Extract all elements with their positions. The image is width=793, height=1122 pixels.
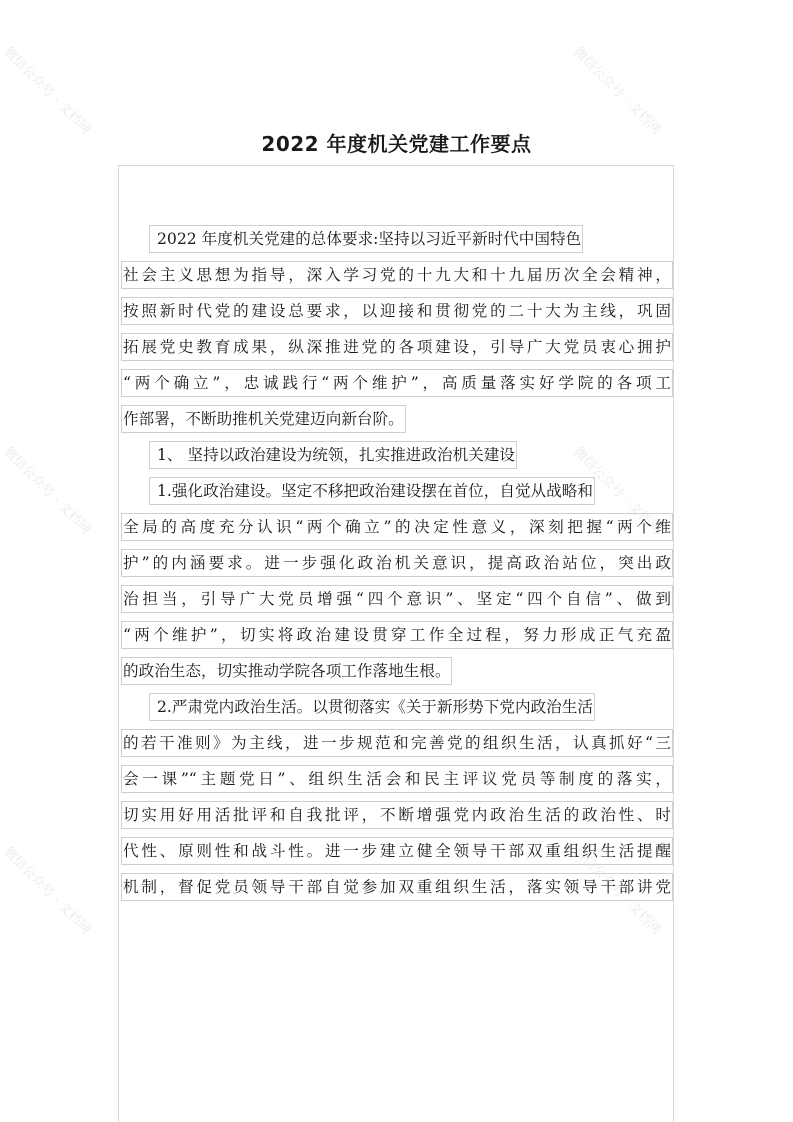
text-line bbox=[121, 513, 673, 541]
text-line bbox=[121, 729, 673, 757]
text-line bbox=[121, 621, 673, 649]
text-line-content: 会一课”“主题党日”、组织生活会和民主评议党员等制度的落实， bbox=[121, 765, 673, 793]
text-line bbox=[121, 369, 673, 397]
page-title: 2022 年度机关党建工作要点 bbox=[261, 132, 532, 156]
text-line-content: 代性、原则性和战斗性。进一步建立健全领导干部双重组织生活提醒 bbox=[121, 837, 673, 865]
text-line-content: 1、 坚持以政治建设为统领，扎实推进政治机关建设 bbox=[149, 441, 517, 469]
text-line-content: 1.强化政治建设。坚定不移把政治建设摆在首位，自觉从战略和 bbox=[149, 477, 595, 505]
text-line-content: “两个维护”，切实将政治建设贯穿工作全过程，努力形成正气充盈 bbox=[121, 621, 673, 649]
text-line-content: 2.严肃党内政治生活。以贯彻落实《关于新形势下党内政治生活 bbox=[149, 693, 595, 721]
text-line bbox=[121, 405, 673, 433]
document-body bbox=[121, 225, 673, 909]
text-line-content: 护”的内涵要求。进一步强化政治机关意识，提高政治站位，突出政 bbox=[121, 549, 673, 577]
watermark: 微信公众号 · 文档网 bbox=[570, 44, 664, 138]
watermark: 微信公众号 · 文档网 bbox=[570, 444, 664, 538]
text-line-content: 作部署，不断助推机关党建迈向新台阶。 bbox=[121, 405, 406, 433]
watermark: 微信公众号 · 文档网 bbox=[570, 844, 664, 938]
text-line-content: 全局的高度充分认识“两个确立”的决定性意义，深刻把握“两个维 bbox=[121, 513, 673, 541]
text-line bbox=[121, 693, 673, 721]
text-line bbox=[121, 801, 673, 829]
text-line-content: 切实用好用活批评和自我批评，不断增强党内政治生活的政治性、时 bbox=[121, 801, 673, 829]
text-line-content: 按照新时代党的建设总要求，以迎接和贯彻党的二十大为主线，巩固 bbox=[121, 297, 673, 325]
text-line-content: “两个确立”，忠诚践行“两个维护”，高质量落实好学院的各项工 bbox=[121, 369, 673, 397]
text-line bbox=[121, 333, 673, 361]
watermark: 微信公众号 · 文档网 bbox=[0, 44, 94, 138]
text-line-content: 社会主义思想为指导，深入学习党的十九大和十九届历次全会精神， bbox=[121, 261, 673, 289]
text-line-content: 的若干准则》为主线，进一步规范和完善党的组织生活，认真抓好“三 bbox=[121, 729, 673, 757]
text-line bbox=[121, 765, 673, 793]
text-line bbox=[121, 549, 673, 577]
text-line bbox=[121, 873, 673, 901]
text-line-content: 2022 年度机关党建的总体要求:坚持以习近平新时代中国特色 bbox=[149, 225, 583, 253]
watermark: 微信公众号 · 文档网 bbox=[0, 444, 94, 538]
text-line bbox=[121, 441, 673, 469]
text-line-content: 机制，督促党员领导干部自觉参加双重组织生活，落实领导干部讲党 bbox=[121, 873, 673, 901]
text-line-content: 治担当，引导广大党员增强“四个意识”、坚定“四个自信”、做到 bbox=[121, 585, 673, 613]
text-line-content: 拓展党史教育成果，纵深推进党的各项建设，引导广大党员衷心拥护 bbox=[121, 333, 673, 361]
watermark: 微信公众号 · 文档网 bbox=[0, 844, 94, 938]
text-line bbox=[121, 657, 673, 685]
text-line-content: 的政治生态，切实推动学院各项工作落地生根。 bbox=[121, 657, 452, 685]
text-line bbox=[121, 225, 673, 253]
text-line bbox=[121, 261, 673, 289]
text-line bbox=[121, 837, 673, 865]
text-line bbox=[121, 297, 673, 325]
text-line bbox=[121, 585, 673, 613]
text-line bbox=[121, 477, 673, 505]
